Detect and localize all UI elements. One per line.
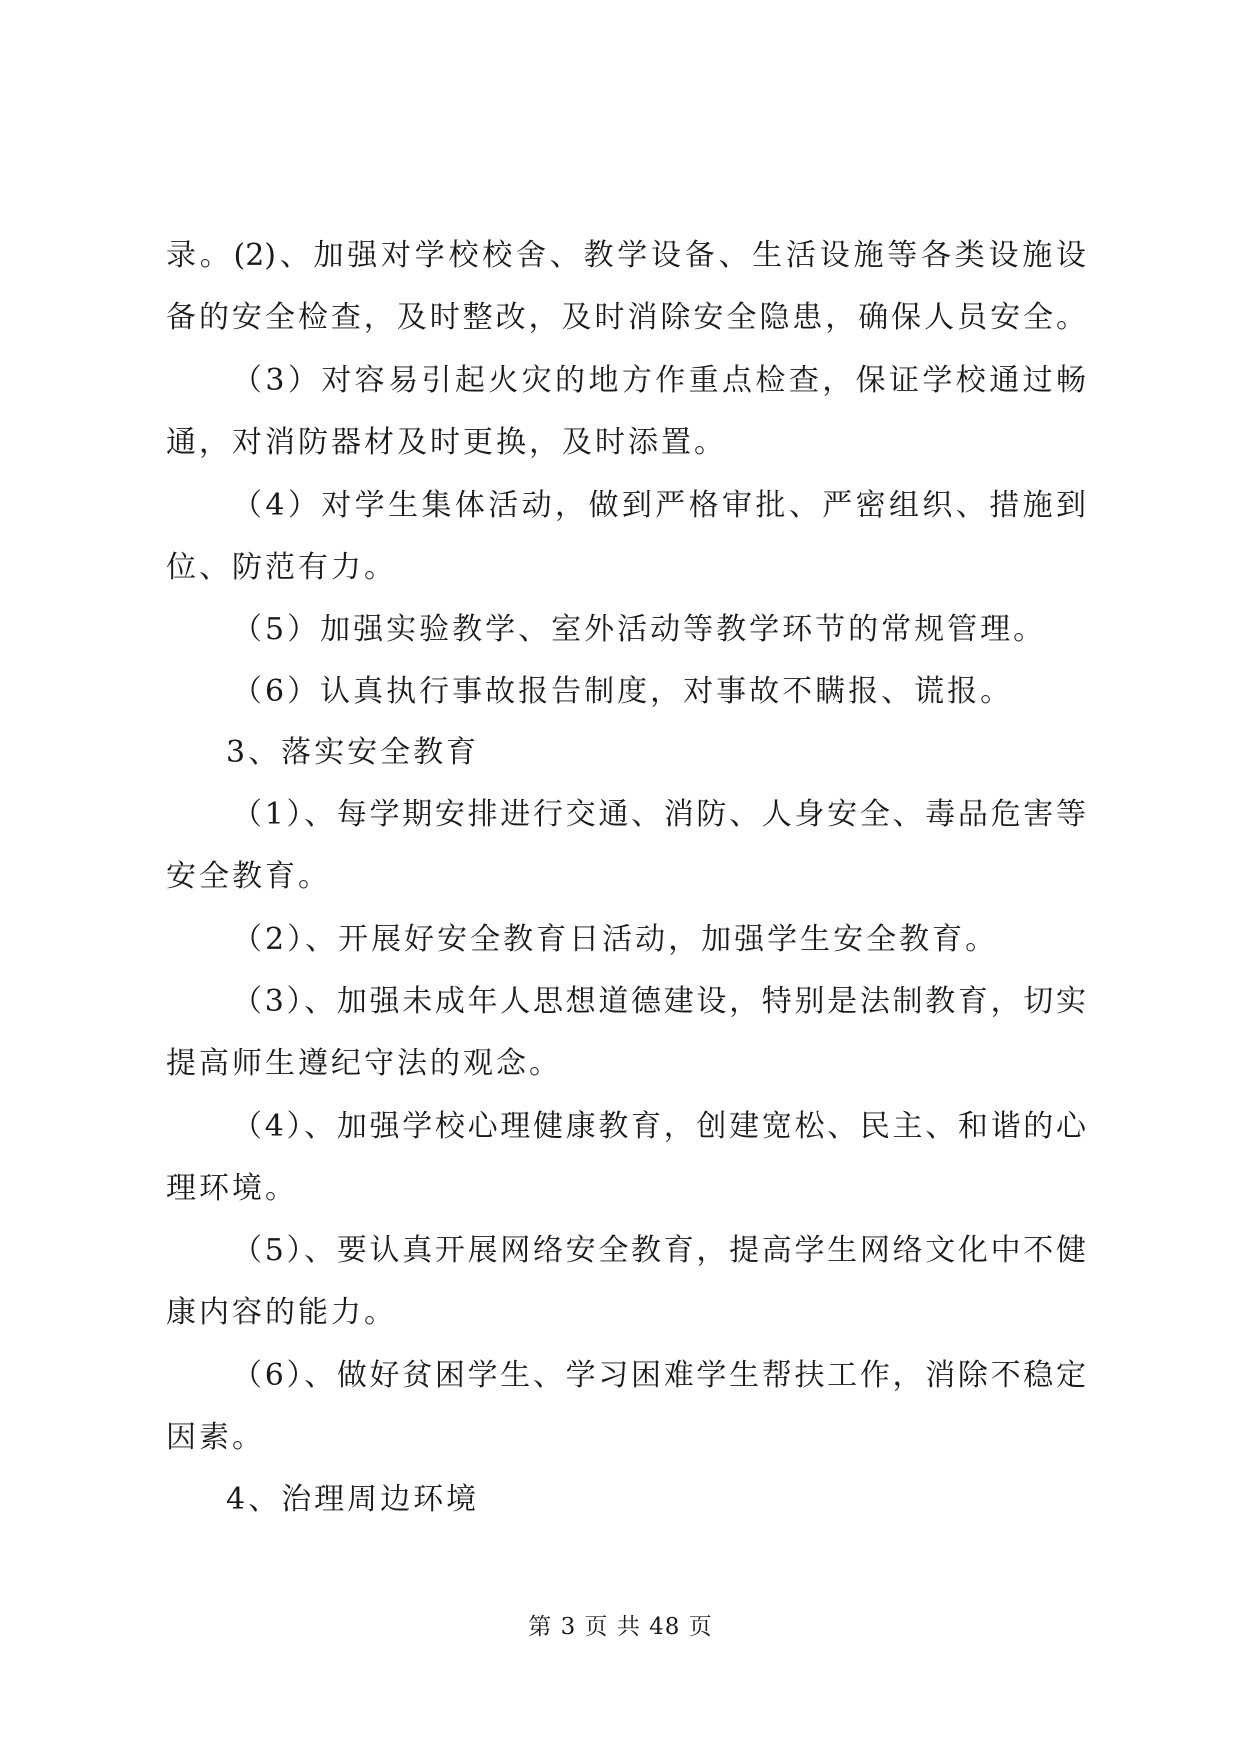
body-line: 因素。: [166, 1420, 265, 1455]
body-line: （6）认真执行事故报告制度，对事故不瞒报、谎报。: [232, 674, 1014, 709]
body-line: （3）对容易引起火灾的地方作重点检查，保证学校通过畅: [232, 363, 1086, 398]
body-line: （6）、做好贫困学生、学习困难学生帮扶工作，消除不稳定: [232, 1358, 1086, 1393]
body-line: 安全教育。: [166, 859, 331, 894]
body-line: （1）、每学期安排进行交通、消防、人身安全、毒品危害等: [232, 797, 1086, 832]
body-line: 理环境。: [166, 1171, 298, 1206]
body-line: 康内容的能力。: [166, 1295, 397, 1330]
body-line: （2）、开展好安全教育日活动，加强学生安全教育。: [232, 922, 999, 957]
body-line: （4）、加强学校心理健康教育，创建宽松、民主、和谐的心: [232, 1109, 1086, 1144]
body-line: （3）、加强未成年人思想道德建设，特别是法制教育，切实: [232, 984, 1086, 1019]
body-line: （5）、要认真开展网络安全教育，提高学生网络文化中不健: [232, 1233, 1086, 1268]
page-footer: 第 3 页 共 48 页: [528, 1614, 713, 1640]
body-line: （5）加强实验教学、室外活动等教学环节的常规管理。: [232, 612, 1047, 647]
section-heading: 3、落实安全教育: [226, 735, 480, 770]
body-line: 位、防范有力。: [166, 550, 397, 585]
body-line: （4）对学生集体活动，做到严格审批、严密组织、措施到: [232, 488, 1086, 523]
body-line: 提高师生遵纪守法的观念。: [166, 1046, 562, 1081]
section-heading: 4、治理周边环境: [226, 1482, 480, 1517]
body-line: 备的安全检查，及时整改，及时消除安全隐患，确保人员安全。: [166, 300, 1086, 335]
body-line: 通，对消防器材及时更换，及时添置。: [166, 425, 727, 460]
body-line: 录。(2)、加强对学校校舍、教学设备、生活设施等各类设施设: [166, 238, 1086, 273]
